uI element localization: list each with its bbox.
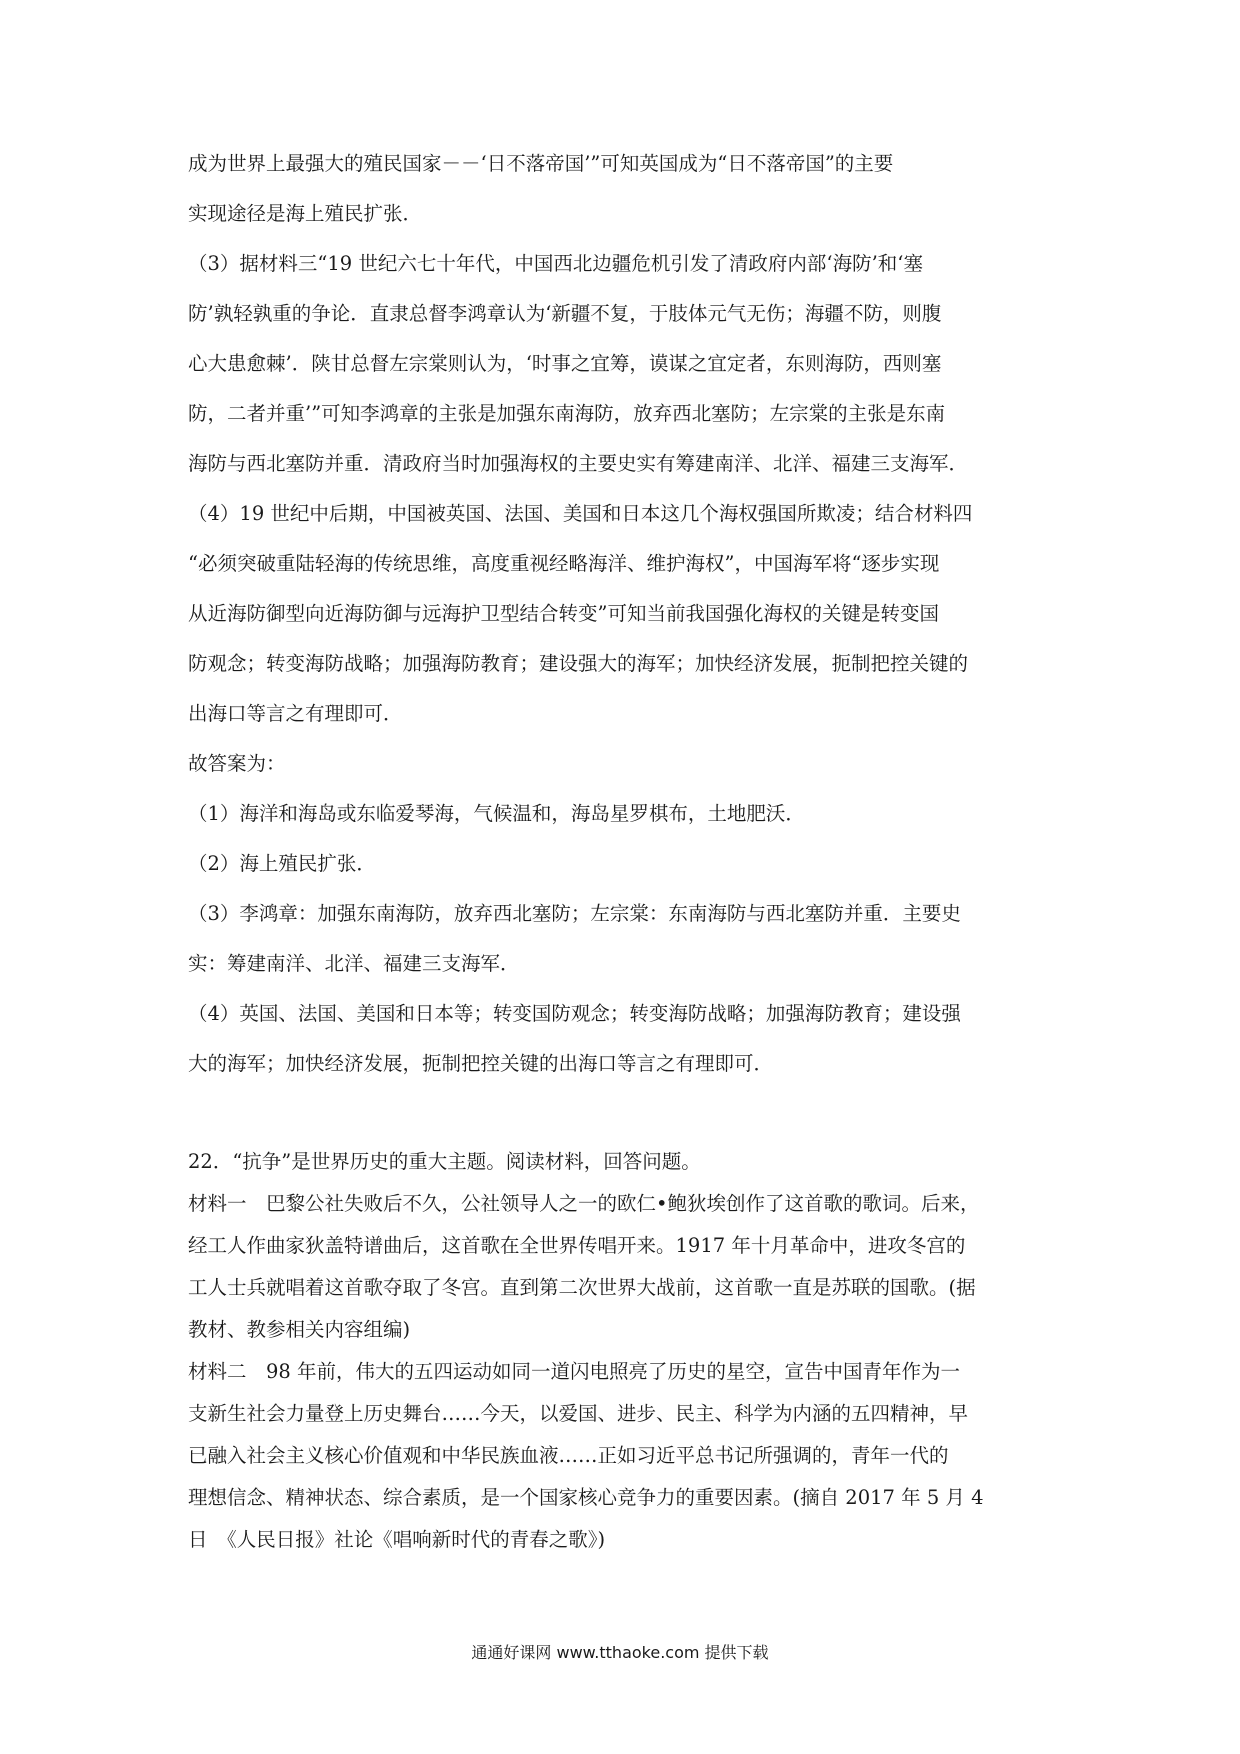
paragraph-line: 防，二者并重’”可知李鸿章的主张是加强东南海防，放弃西北塞防；左宗棠的主张是东南 [188,402,946,425]
answer-line: 大的海军；加快经济发展，扼制把控关键的出海口等言之有理即可． [188,1052,774,1075]
paragraph-line: 防’孰轻孰重的争论．直隶总督李鸿章认为‘新疆不复，于肢体元气无伤；海疆不防，则腹 [188,302,942,325]
material-line: 已融入社会主义核心价值观和中华民族血液……正如习近平总书记所强调的，青年一代的 [188,1444,949,1467]
material-line: 工人士兵就唱着这首歌夺取了冬宫。直到第二次世界大战前，这首歌一直是苏联的国歌。(据 [188,1276,976,1299]
answer-line: 实：筹建南洋、北洋、福建三支海军． [188,952,520,975]
page-footer: 通通好课网 www.tthaoke.com 提供下载 [471,1643,769,1662]
paragraph-line: （4）19 世纪中后期，中国被英国、法国、美国和日本这几个海权强国所欺凌；结合材料四 [188,502,973,525]
answer-heading: 故答案为： [188,752,286,775]
paragraph-line: 海防与西北塞防并重．清政府当时加强海权的主要史实有筹建南洋、北洋、福建三支海军． [188,452,969,475]
question-title: 22．“抗争”是世界历史的重大主题。阅读材料，回答问题。 [188,1150,701,1173]
answer-line: （4）英国、法国、美国和日本等；转变国防观念；转变海防战略；加强海防教育；建设强 [188,1002,961,1025]
paragraph-line: “必须突破重陆轻海的传统思维，高度重视经略海洋、维护海权”，中国海军将“逐步实现 [188,552,940,575]
paragraph-line: 出海口等言之有理即可． [188,702,403,725]
paragraph-line: 防观念；转变海防战略；加强海防教育；建设强大的海军；加快经济发展，扼制把控关键的 [188,652,969,675]
document-body [188,150,1058,1568]
paragraph-line: （3）据材料三“19 世纪六七十年代，中国西北边疆危机引发了清政府内部‘海防’和‘塞 [188,252,923,275]
material-line: 教材、教参相关内容组编) [188,1318,411,1341]
section-spacer [188,1100,1058,1148]
paragraph-line: 从近海防御型向近海防御与远海护卫型结合转变”可知当前我国强化海权的关键是转变国 [188,602,939,625]
paragraph-line: 成为世界上最强大的殖民国家－－‘日不落帝国’”可知英国成为“日不落帝国”的主要 [188,152,894,175]
material-line: 材料二 98 年前，伟大的五四运动如同一道闪电照亮了历史的星空，宣告中国青年作为一 [188,1360,961,1383]
answer-line: （3）李鸿章：加强东南海防，放弃西北塞防；左宗棠：东南海防与西北塞防并重．主要史 [188,902,961,925]
answer-line: （1）海洋和海岛或东临爱琴海，气候温和，海岛星罗棋布，土地肥沃． [188,802,805,825]
material-line: 支新生社会力量登上历史舞台……今天，以爱国、进步、民主、科学为内涵的五四精神，早 [188,1402,969,1425]
material-line: 日 《人民日报》社论《唱响新时代的青春之歌》) [188,1528,606,1551]
answer-line: （2）海上殖民扩张． [188,852,376,875]
material-line: 经工人作曲家狄盖特谱曲后，这首歌在全世界传唱开来。1917 年十月革命中，进攻冬宫的 [188,1234,966,1257]
paragraph-line: 心大患愈棘’．陕甘总督左宗棠则认为，‘时事之宜筹，谟谋之宜定者，东则海防，西则塞 [188,352,942,375]
paragraph-line: 实现途径是海上殖民扩张． [188,202,423,225]
material-line: 理想信念、精神状态、综合素质，是一个国家核心竞争力的重要因素。(摘自 2017 年 5 月 4 [188,1486,984,1509]
material-line: 材料一 巴黎公社失败后不久，公社领导人之一的欧仁•鲍狄埃创作了这首歌的歌词。后来， [188,1192,980,1215]
